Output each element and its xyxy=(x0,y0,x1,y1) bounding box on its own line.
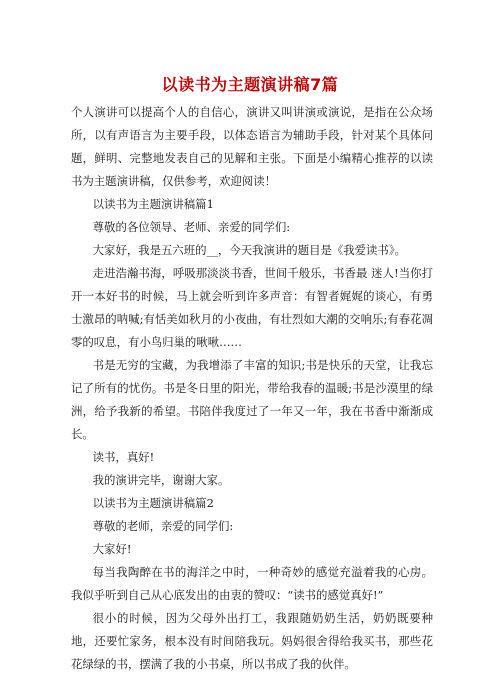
paragraph: 每当我陶醉在书的海洋之中时，一种奇妙的感觉充溢着我的心房。我似乎听到自己从心底发出的由衷的赞叹：“读书的感觉真好!” xyxy=(71,565,433,602)
intro-paragraph: 个人演讲可以提高个人的自信心，演讲又叫讲演或演说，是指在公众场所，以有声语言为主要手段，以体态语言为辅助手段，针对某个具体问题，鲜明、完整地发表自己的见解和主张。下面是小编精心推荐的以读书为主题演讲稿，仅供参考，欢迎阅读！ xyxy=(71,105,433,188)
paragraph: 很小的时候，因为父母外出打工，我跟随奶奶生活，奶奶既要种地，还要忙家务，根本没有时间陪我玩。妈妈很舍得给我买书，那些花花绿绿的书，摆满了我的小书桌，所以书成了我的伙伴。 xyxy=(71,611,433,671)
paragraph: 走进浩瀚书海，呼吸那淡淡书香，世间千般乐，书香最 迷人!当你打开一本好书的时候，马上就会听到许多声音：有智者娓娓的谈心，有勇士激昂的呐喊;有恬美如秋月的小夜曲，有壮烈如大潮的交响乐;有春花凋零的叹息，有小鸟归巢的啾啾…… xyxy=(71,266,433,349)
paragraph: 书是无穷的宝藏，为我增添了丰富的知识;书是快乐的天堂，让我忘记了所有的忧伤。书是冬日里的阳光，带给我春的温暖;书是沙漠里的绿洲，给予我新的希望。书陪伴我度过了一年又一年，我在书香中渐渐成长。 xyxy=(71,358,433,441)
section-heading-2: 以读书为主题演讲稿篇2 xyxy=(92,496,214,510)
paragraph: 大家好! xyxy=(92,542,132,556)
paragraph: 大家好，我是五六班的__，今天我演讲的题目是《我爱读书》。 xyxy=(92,243,406,257)
paragraph: 读书，真好! xyxy=(92,450,155,464)
section-heading-1: 以读书为主题演讲稿篇1 xyxy=(92,197,214,211)
salutation-1: 尊敬的各位领导、老师、亲爱的同学们: xyxy=(92,220,291,234)
paragraph: 我的演讲完毕，谢谢大家。 xyxy=(92,473,230,487)
document-body xyxy=(71,101,433,676)
document-title: 以读书为主题演讲稿7篇 xyxy=(161,75,339,94)
salutation-2: 尊敬的老师，亲爱的同学们: xyxy=(92,519,234,533)
